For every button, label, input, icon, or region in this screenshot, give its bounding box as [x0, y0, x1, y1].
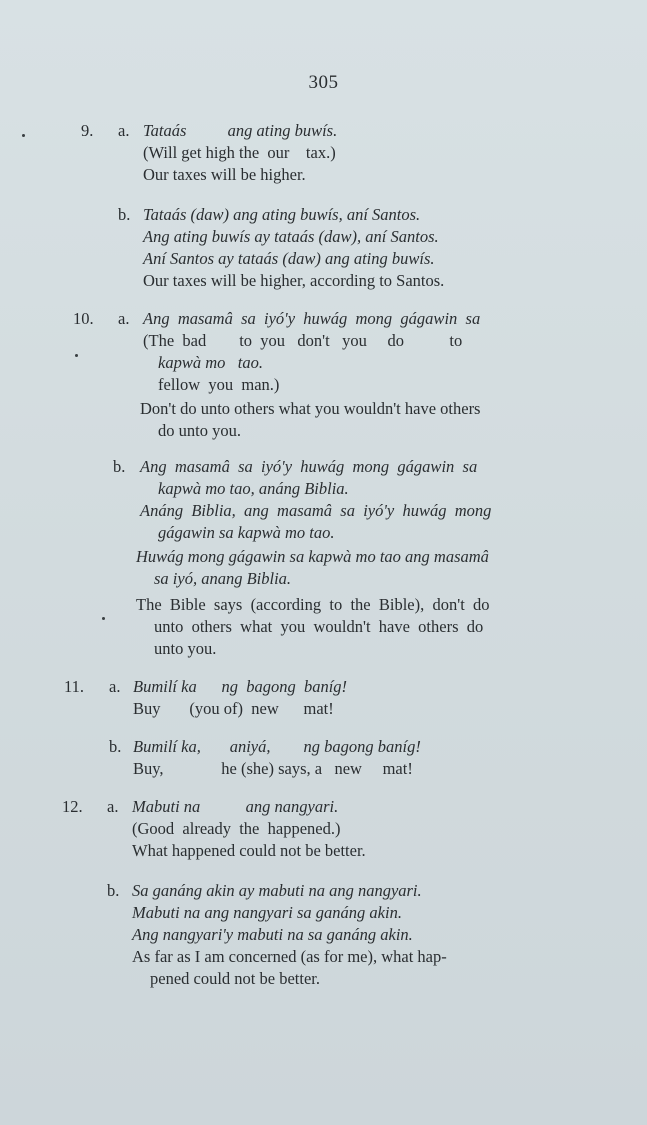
tagalog-line: Mabuti na ang nangyari. — [132, 797, 339, 816]
tagalog-line: Ang masamâ sa iyó'y huwág mong gágawin sa — [143, 309, 481, 328]
print-mark — [102, 617, 105, 620]
item-number: 10. — [73, 309, 94, 328]
tagalog-line: Ang masamâ sa iyó'y huwág mong gágawin sa — [140, 457, 478, 476]
item-number: 9. — [81, 121, 94, 140]
tagalog-line: Bumilí ka ng bagong baníg! — [133, 677, 348, 696]
tagalog-line: Bumilí ka, aniyá, ng bagong baníg! — [133, 737, 421, 756]
sub-label: a. — [118, 121, 130, 140]
item-number: 11. — [64, 677, 85, 696]
tagalog-line: kapwà mo tao. — [158, 353, 263, 372]
sub-label: b. — [107, 881, 120, 900]
sub-label: a. — [107, 797, 119, 816]
tagalog-line: Tataás (daw) ang ating buwís, aní Santos. — [143, 205, 421, 224]
tagalog-line: Ang nangyari'y mabuti na sa ganáng akin. — [132, 925, 413, 944]
item-number: 12. — [62, 797, 83, 816]
translation-line: unto others what you wouldn't have others do — [154, 617, 484, 636]
translation-line: do unto you. — [158, 421, 241, 440]
tagalog-line: kapwà mo tao, anáng Biblia. — [158, 479, 349, 498]
sub-label: a. — [118, 309, 130, 328]
sub-label: a. — [109, 677, 121, 696]
translation-line: pened could not be better. — [150, 969, 320, 988]
translation-line: The Bible says (according to the Bible), don't do — [136, 595, 490, 614]
print-mark — [22, 134, 25, 137]
tagalog-line: Anáng Biblia, ang masamâ sa iyó'y huwág mong — [140, 501, 492, 520]
gloss-line: (The bad to you don't you do to — [143, 331, 463, 350]
gloss-line: (Will get high the our tax.) — [143, 143, 336, 162]
tagalog-line: sa iyó, anang Biblia. — [154, 569, 292, 588]
tagalog-line: gágawin sa kapwà mo tao. — [158, 523, 335, 542]
tagalog-line: Tataás ang ating buwís. — [143, 121, 338, 140]
sub-label: b. — [118, 205, 131, 224]
gloss-line: Buy (you of) new mat! — [133, 699, 334, 718]
gloss-line: (Good already the happened.) — [132, 819, 341, 838]
sub-label: b. — [113, 457, 126, 476]
translation-line: Our taxes will be higher. — [143, 165, 306, 184]
translation-line: Our taxes will be higher, according to Santos. — [143, 271, 445, 290]
tagalog-line: Huwág mong gágawin sa kapwà mo tao ang masamâ — [136, 547, 489, 566]
translation-line: Don't do unto others what you wouldn't have others — [140, 399, 481, 418]
print-mark — [75, 354, 78, 357]
tagalog-line: Sa ganáng akin ay mabuti na ang nangyari. — [132, 881, 422, 900]
tagalog-line: Aní Santos ay tataás (daw) ang ating buwís. — [143, 249, 435, 268]
tagalog-line: Ang ating buwís ay tataás (daw), aní Santos. — [143, 227, 439, 246]
translation-line: As far as I am concerned (as for me), what hap- — [132, 947, 447, 966]
page-number: 305 — [308, 72, 339, 93]
translation-line: What happened could not be better. — [132, 841, 366, 860]
translation-line: unto you. — [154, 639, 217, 658]
gloss-line: Buy, he (she) says, a new mat! — [133, 759, 413, 778]
gloss-line: fellow you man.) — [158, 375, 280, 394]
tagalog-line: Mabuti na ang nangyari sa ganáng akin. — [132, 903, 402, 922]
sub-label: b. — [109, 737, 122, 756]
